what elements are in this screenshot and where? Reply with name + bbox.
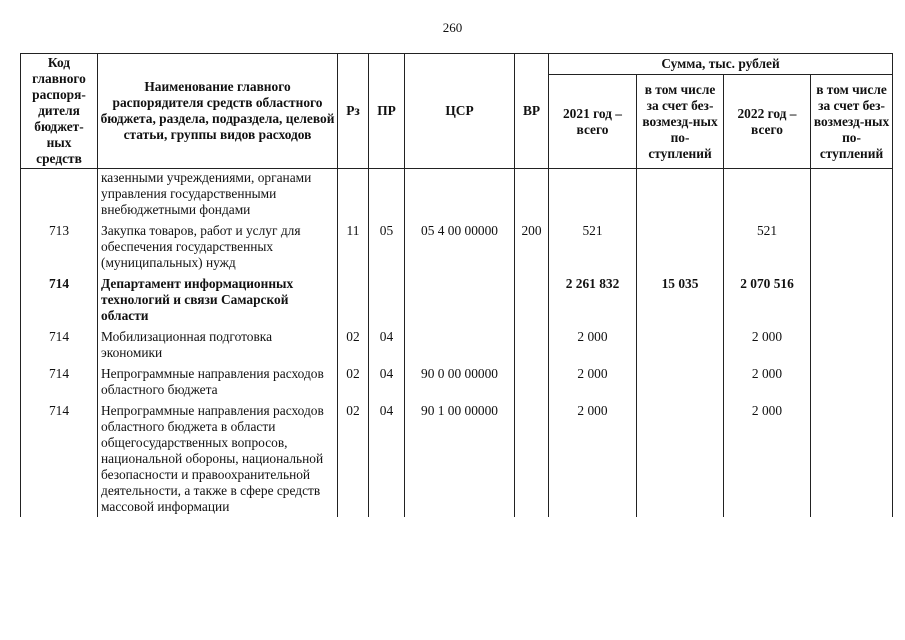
cell-vr [515,326,549,363]
table-row [21,273,893,326]
cell-pr: 04 [369,326,405,363]
cell-code: 714 [21,326,98,363]
cell-2022-grants [811,363,893,400]
cell-csr [405,326,515,363]
cell-csr: 90 0 00 00000 [405,363,515,400]
cell-2021-grants [637,169,724,221]
header-code: Код главного распоря-дителя бюджет-ных средств [21,54,98,169]
cell-csr: 90 1 00 00000 [405,400,515,517]
cell-rz: 11 [338,220,369,273]
page-number: 260 [442,20,463,35]
cell-name: Закупка товаров, работ и услуг для обеспечения государственных (муниципальных) нужд [98,220,338,273]
cell-csr: 05 4 00 00000 [405,220,515,273]
cell-vr [515,400,549,517]
table-row [21,363,893,400]
cell-2022-grants [811,326,893,363]
table-row [21,169,893,221]
cell-2022-grants [811,273,893,326]
cell-rz: 02 [338,363,369,400]
cell-2021-grants [637,363,724,400]
header-pr: ПР [369,54,405,169]
cell-pr: 04 [369,363,405,400]
cell-2022-grants [811,220,893,273]
cell-2021-total: 2 000 [549,326,637,363]
cell-2022-total: 2 070 516 [724,273,811,326]
table-row [21,220,893,273]
header-2021-total: 2021 год – всего [549,75,637,169]
cell-csr [405,273,515,326]
cell-code: 713 [21,220,98,273]
cell-pr [369,273,405,326]
header-2022-total: 2022 год – всего [724,75,811,169]
cell-rz [338,169,369,221]
cell-code: 714 [21,363,98,400]
cell-2022-grants [811,400,893,517]
header-row-top [21,54,893,75]
cell-2022-total: 2 000 [724,326,811,363]
cell-2021-grants: 15 035 [637,273,724,326]
cell-vr [515,169,549,221]
header-2021-grants: в том числе за счет без-возмезд-ных по-ступлений [637,75,724,169]
header-name: Наименование главного распорядителя средств областного бюджета, раздела, подраздела, целевой статьи, группы видов расходов [98,54,338,169]
cell-rz [338,273,369,326]
cell-vr [515,363,549,400]
cell-name: Непрограммные направления расходов областного бюджета [98,363,338,400]
cell-rz: 02 [338,326,369,363]
header-sum-group: Сумма, тыс. рублей [549,54,893,75]
cell-code [21,169,98,221]
cell-2021-grants [637,220,724,273]
cell-pr: 04 [369,400,405,517]
cell-2022-grants [811,169,893,221]
cell-2021-grants [637,400,724,517]
cell-2021-total: 2 000 [549,363,637,400]
cell-2021-grants [637,326,724,363]
cell-2021-total: 2 000 [549,400,637,517]
cell-2022-total: 2 000 [724,363,811,400]
table-row [21,326,893,363]
cell-2021-total: 2 261 832 [549,273,637,326]
cell-vr: 200 [515,220,549,273]
cell-name: Мобилизационная подготовка экономики [98,326,338,363]
cell-2022-total: 2 000 [724,400,811,517]
header-vr: ВР [515,54,549,169]
cell-2021-total [549,169,637,221]
table-row [21,400,893,517]
budget-table [20,53,893,517]
cell-code: 714 [21,273,98,326]
cell-pr [369,169,405,221]
header-2022-grants: в том числе за счет без-возмезд-ных по-ступлений [811,75,893,169]
cell-name: Непрограммные направления расходов областного бюджета в области общегосударственных вопросов, национальной обороны, национальной безопасности и правоохранительной деятельности, а также в сфере средств массовой информации [98,400,338,517]
cell-2022-total: 521 [724,220,811,273]
cell-name: казенными учреждениями, органами управления государственными внебюджетными фондами [98,169,338,221]
cell-2022-total [724,169,811,221]
cell-vr [515,273,549,326]
cell-rz: 02 [338,400,369,517]
cell-2021-total: 521 [549,220,637,273]
cell-csr [405,169,515,221]
cell-name: Департамент информационных технологий и связи Самарской области [98,273,338,326]
header-csr: ЦСР [405,54,515,169]
header-rz: Рз [338,54,369,169]
cell-pr: 05 [369,220,405,273]
cell-code: 714 [21,400,98,517]
